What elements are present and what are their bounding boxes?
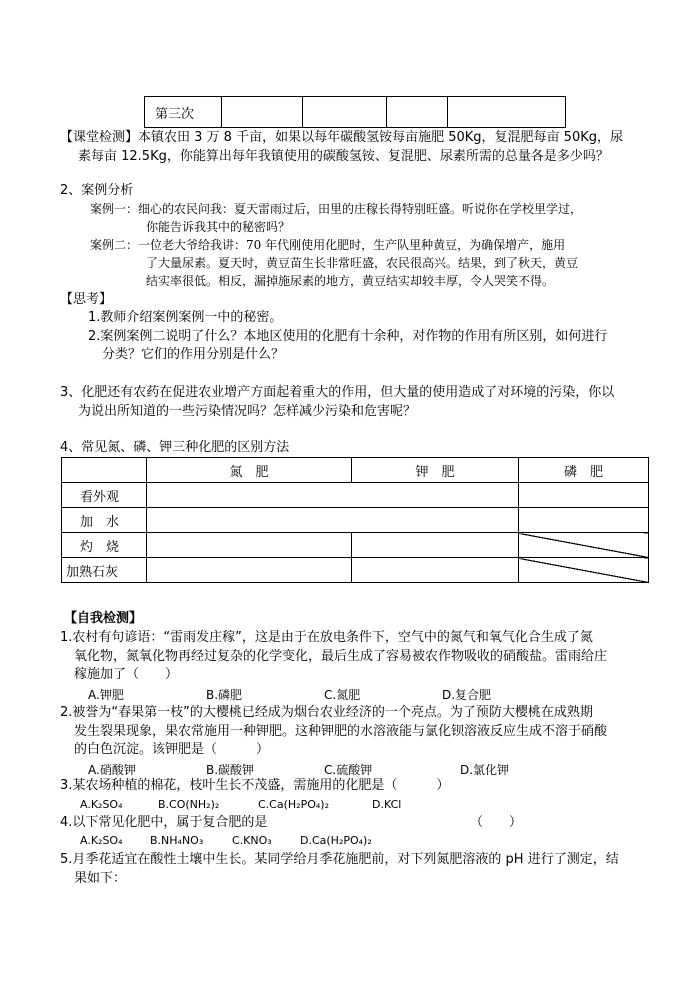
q4-option-b: B.NH₄NO₃ <box>150 834 204 847</box>
q1-option-d: D.复合肥 <box>442 688 492 702</box>
q1-option-a: A.钾肥 <box>88 688 124 702</box>
top-table-cell <box>448 97 566 128</box>
q5-line1: 5.月季花适宜在酸性土壤中生长。某同学给月季花施肥前，对下列氮肥溶液的 pH 进行了测定，结 <box>60 852 619 867</box>
top-table-row-label: 第三次 <box>145 97 222 128</box>
table-cell <box>352 558 519 583</box>
section3-line2: 为说出所知道的一些污染情况吗？怎样减少污染和危害呢？ <box>78 404 417 419</box>
table-header-row <box>62 458 649 483</box>
thinking-item1: 1.教师介绍案例案例一中的秘密。 <box>88 310 283 325</box>
diagonal-cell <box>519 533 649 558</box>
classroom-check-text: 本镇农田 3 万 8 千亩，如果以每年碳酸氢铵每亩施肥 50Kg，复混肥每亩 50Kg，尿 <box>138 130 623 145</box>
fertilizer-comparison-table <box>61 457 649 583</box>
q2-line3: 的白色沉淀。该钾肥是（ ） <box>74 742 270 757</box>
q2-option-b: B.碳酸钾 <box>206 763 255 777</box>
q4-line1: 4.以下常见化肥中，属于复合肥的是 <box>60 815 268 830</box>
table-cell <box>147 558 352 583</box>
classroom-check-label: 【课堂检测】 <box>60 130 139 145</box>
q2-option-a: A.硝酸钾 <box>88 763 136 777</box>
q4-option-a: A.K₂SO₄ <box>80 834 123 847</box>
q1-option-c: C.氮肥 <box>324 688 361 702</box>
self-check-label: 【自我检测】 <box>64 611 143 626</box>
section3-line1: 3、化肥还有农药在促进农业增产方面起着重大的作用，但大量的使用造成了对环境的污染，你以 <box>60 385 615 400</box>
classroom-check-line1 <box>60 129 623 147</box>
table-cell <box>147 483 519 508</box>
top-table-cell <box>222 97 303 128</box>
q3-option-d: D.KCl <box>372 798 402 811</box>
section4-heading: 4、常见氮、磷、钾三种化肥的区别方法 <box>60 440 290 455</box>
table-cell <box>147 508 519 533</box>
q5-line2: 果如下： <box>74 871 127 886</box>
q1-line3: 稼施加了（ ） <box>74 667 179 682</box>
q4-option-c: C.KNO₃ <box>232 834 272 847</box>
table-cell <box>519 483 649 508</box>
case2-line2: 了大量尿素。夏天时，黄豆苗生长非常旺盛，农民很高兴。结果，到了秋天，黄豆 <box>146 256 579 270</box>
thinking-item2-line2: 分类？它们的作用分别是什么？ <box>102 347 285 362</box>
case2-line1: 案例二：一位老大爷给我讲：70 年代刚使用化肥时，生产队里种黄豆，为确保增产，施用 <box>90 238 566 252</box>
q2-option-c: C.硫酸钾 <box>324 763 373 777</box>
header-potassium: 钾 肥 <box>352 458 519 483</box>
table-row <box>62 508 649 533</box>
case-analysis-heading: 2、案例分析 <box>60 183 134 198</box>
q3-option-a: A.K₂SO₄ <box>80 798 123 811</box>
table-row <box>62 558 649 583</box>
q1-line1: 1.农村有句谚语：“雷雨发庄稼”，这是由于在放电条件下，空气中的氮气和氧气化合生成了氮 <box>60 630 593 645</box>
case1-line1: 案例一：细心的农民问我：夏天雷雨过后，田里的庄稼长得特别旺盛。听说你在学校里学过， <box>90 202 583 216</box>
q2-line2: 发生裂果现象，果农常施用一种钾肥。这种钾肥的水溶液能与氯化钡溶液反应生成不溶于硝酸 <box>74 724 608 739</box>
table-corner-cell <box>62 458 147 483</box>
classroom-check-line2: 素每亩 12.5Kg，你能算出每年我镇使用的碳酸氢铵、复混肥、尿素所需的总量各是多少吗？ <box>78 149 609 164</box>
table-cell <box>352 533 519 558</box>
q2-line1: 2.被誉为“春果第一枝”的大樱桃已经成为烟台农业经济的一个亮点。为了预防大樱桃在成熟期 <box>60 705 593 720</box>
q3-option-c: C.Ca(H₂PO₄)₂ <box>258 798 329 811</box>
row-label-lime: 加熟石灰 <box>62 558 147 583</box>
q1-option-b: B.磷肥 <box>206 688 243 702</box>
q3-option-b: B.CO(NH₂)₂ <box>158 798 220 811</box>
q4-option-d: D.Ca(H₂PO₄)₂ <box>300 834 372 847</box>
table-row <box>62 533 649 558</box>
q3-line1: 3.某农场种植的棉花，枝叶生长不茂盛，需施用的化肥是（ ） <box>60 778 450 793</box>
top-record-table <box>144 96 566 128</box>
header-nitrogen: 氮 肥 <box>147 458 352 483</box>
q2-option-d: D.氯化钾 <box>460 763 510 777</box>
top-table-cell <box>303 97 387 128</box>
table-cell <box>147 533 352 558</box>
thinking-label: 【思考】 <box>60 292 113 307</box>
q4-answer-blank: （ ） <box>470 815 523 830</box>
row-label-water: 加 水 <box>62 508 147 533</box>
case1-line2: 你能告诉我其中的秘密吗？ <box>146 220 291 234</box>
row-label-burning: 灼 烧 <box>62 533 147 558</box>
diagonal-cell <box>519 558 649 583</box>
q1-line2: 氧化物，氮氧化物再经过复杂的化学变化，最后生成了容易被农作物吸收的硝酸盐。雷雨给庄 <box>74 649 608 664</box>
top-table-cell <box>387 97 448 128</box>
row-label-appearance: 看外观 <box>62 483 147 508</box>
thinking-item2-line1: 2.案例案例二说明了什么？本地区使用的化肥有十余种，对作物的作用有所区别，如何进行 <box>88 329 608 344</box>
header-phosphorus: 磷 肥 <box>519 458 649 483</box>
table-cell <box>519 508 649 533</box>
case2-line3: 结实率很低。相反，漏掉施尿素的地方，黄豆结实却较丰厚，令人哭笑不得。 <box>146 274 555 288</box>
table-row <box>62 483 649 508</box>
